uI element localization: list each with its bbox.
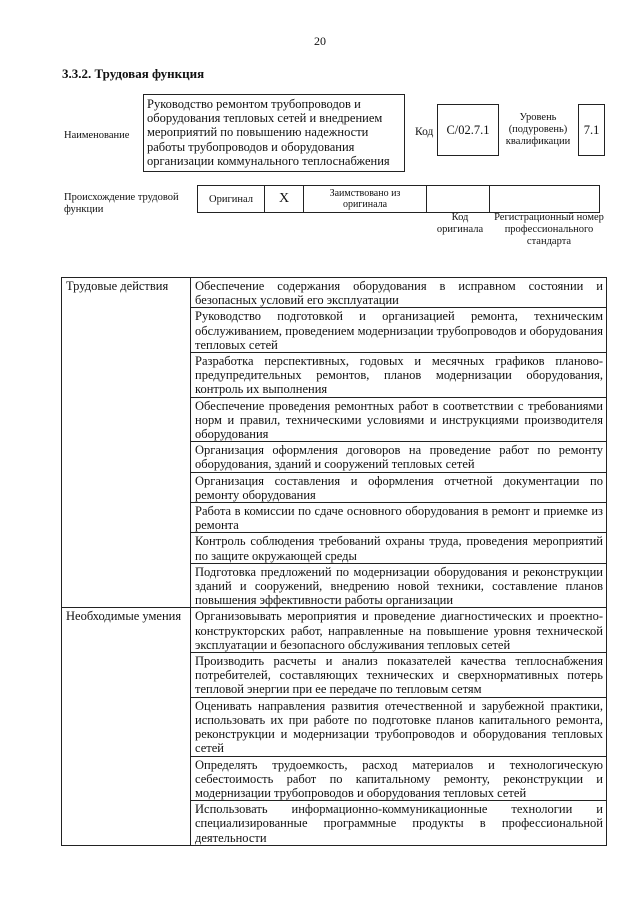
origin-label: Происхождение трудовой функции xyxy=(64,192,179,215)
group-item: Обеспечение содержания оборудования в исправном состоянии и безопасных условий его эксплуатации xyxy=(191,278,607,308)
qualification-level-box: 7.1 xyxy=(578,104,605,156)
group-label: Трудовые действия xyxy=(62,278,191,608)
code-value-box: C/02.7.1 xyxy=(437,104,499,156)
group-item: Контроль соблюдения требований охраны труда, проведения мероприятий по защите окружающей среды xyxy=(191,533,607,563)
group-item: Подготовка предложений по модернизации оборудования и реконструкции зданий и сооружений, внедрению новой техники, составление планов повышения эффективности работы организации xyxy=(191,563,607,608)
function-details-table xyxy=(61,277,607,846)
group-item: Производить расчеты и анализ показателей качества теплоснабжения потребителей, составляющих технических и сверхнормативных потерь тепловой энергии при ее передаче по тепловым сетям xyxy=(191,653,607,698)
registration-number-label: Регистрационный номер профессионального стандарта xyxy=(494,212,604,247)
group-item: Обеспечение проведения ремонтных работ в соответствии с требованиями норм и правил, техническими условиями и инструкциями производителя оборудования xyxy=(191,397,607,442)
group-item: Организовывать мероприятия и проведение диагностических и проектно-конструкторских работ, направленные на повышение уровня технической эксплуатации и безопасного обслуживания тепловых сетей xyxy=(191,608,607,653)
registration-number-cell xyxy=(490,186,600,213)
group-item: Организация составления и оформления отчетной документации по ремонту оборудования xyxy=(191,472,607,502)
group-item: Разработка перспективных, годовых и месячных графиков планово-предупредительных ремонтов, планов модернизации оборудования, контроль их выполнения xyxy=(191,353,607,398)
borrowed-cell: Заимствовано из оригинала xyxy=(304,186,427,213)
code-original-cell xyxy=(427,186,490,213)
qualification-level-label: Уровень (подуровень) квалификации xyxy=(505,112,571,147)
code-original-label: Код оригинала xyxy=(436,212,484,235)
name-label: Наименование xyxy=(64,130,130,141)
original-mark-cell: X xyxy=(265,186,304,213)
group-item: Работа в комиссии по сдаче основного оборудования в ремонт и приемке из ремонта xyxy=(191,503,607,533)
origin-table xyxy=(197,185,600,213)
group-item: Оценивать направления развития отечественной и зарубежной практики, использовать их при работе по подготовке планов капитального ремонта, реконструкции и модернизации трубопроводов и оборудования тепловых сетей xyxy=(191,697,607,756)
function-name-box: Руководство ремонтом трубопроводов и оборудования тепловых сетей и внедрением мероприятий по повышению надежности работы трубопроводов и оборудования организации коммунального теплоснабжения xyxy=(143,94,405,172)
group-label: Необходимые умения xyxy=(62,608,191,845)
group-item: Руководство подготовкой и организацией ремонта, техническим обслуживанием, проведением модернизации трубопроводов и оборудования тепловых сетей xyxy=(191,308,607,353)
group-item: Определять трудоемкость, расход материалов и технологическую себестоимость работ по капитальному ремонту, реконструкции и модернизации трубопроводов и оборудования тепловых сетей xyxy=(191,756,607,801)
original-cell: Оригинал xyxy=(198,186,265,213)
code-label: Код xyxy=(415,126,434,138)
table-row xyxy=(62,278,607,308)
table-row xyxy=(62,608,607,653)
group-item: Организация оформления договоров на проведение работ по ремонту оборудования, зданий и сооружений тепловых сетей xyxy=(191,442,607,472)
page-number: 20 xyxy=(314,34,326,48)
section-title: 3.3.2. Трудовая функция xyxy=(62,66,205,81)
group-item: Использовать информационно-коммуникационные технологии и специализированные программные продукты в профессиональной деятельности xyxy=(191,801,607,846)
